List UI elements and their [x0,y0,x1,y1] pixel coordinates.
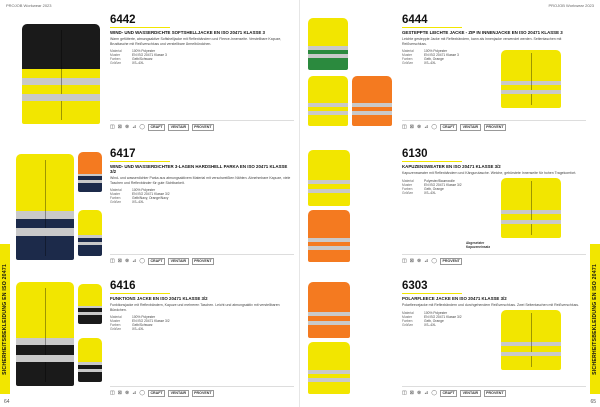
product-image-large [501,310,561,370]
ventair-badge: VENTAIR [168,124,189,131]
wash-40-icon: ◫ [402,258,407,264]
no-tumble-dry-icon: ⊗ [416,390,422,396]
no-tumble-dry-icon: ⊗ [416,258,422,264]
page-header: PROJOB Workwear 2023 [6,3,52,8]
product-code: 6417 [110,148,170,162]
product-image [14,148,104,268]
no-tumble-dry-icon: ⊗ [124,124,130,130]
care-bar [402,120,586,132]
craft-badge: CRAFT [440,390,457,397]
product-card-6416[interactable] [14,280,294,400]
wash-40-icon: ◫ [110,390,115,396]
product-title: GESTEPPTE LEICHTE JACKE - ZIP IN INNENJACKE EN ISO 20471 KLASSE 3 [402,30,563,35]
ventair-badge: VENTAIR [460,390,481,397]
product-title: WIND- UND WASSERDICHTER 3-LAGEN HARDSHELL PARKA EN ISO 20471 KLASSE 3/2 [110,164,288,175]
side-tab-label: SICHERHEITSBEKLEIDUNG EN ISO 20471 [592,263,598,375]
no-bleach-icon: ⊠ [409,124,414,130]
no-bleach-icon: ⊠ [117,124,122,130]
no-bleach-icon: ⊠ [117,258,122,264]
product-title: FUNKTIONS JACKE EN ISO 20471 KLASSE 3/2 [110,296,208,301]
product-card-6444[interactable] [306,14,586,134]
page-header: PROJOB Workwear 2023 [548,3,594,8]
provent-badge: PROVENT [484,390,506,397]
iron-low-icon: ⊿ [424,390,429,396]
product-image-large [501,178,561,238]
iron-low-icon: ⊿ [132,390,137,396]
product-image-large [501,50,561,108]
callout-note: Abgesetzter Kapuzeneinsatz [466,241,491,249]
craft-badge: CRAFT [148,258,165,265]
dry-clean-icon: ◯ [431,258,437,264]
dry-clean-icon: ◯ [431,390,437,396]
wash-40-icon: ◫ [402,390,407,396]
craft-badge: CRAFT [148,390,165,397]
care-bar [402,386,586,398]
provent-badge: PROVENT [192,390,214,397]
page-number: 65 [590,399,596,405]
product-code: 6130 [402,148,462,162]
wash-40-icon: ◫ [110,258,115,264]
product-code: 6442 [110,14,170,28]
craft-badge: CRAFT [440,124,457,131]
spec-table: Material 100% Polyester Muster EN ISO 20471 Klasse 3/2 Farben Gelb/Schwarz Größen XS–4XL [110,314,170,332]
product-description: Warm gefütterte, atmungsaktive Softshelljacke mit Reflexbändern und Fleece-Innenseite. Verstellbare Kapuze, Brusttasche mit Reißverschluss und verstellbare Ärmelbündchen. [110,37,282,46]
iron-low-icon: ⊿ [424,258,429,264]
provent-badge: PROVENT [440,258,462,265]
no-tumble-dry-icon: ⊗ [416,124,422,130]
product-description: Kapuzensweater mit Reflexbändern und Kängurutasche. Weiche, gebürstete Innenseite für hohen Tragekomfort. [402,171,577,176]
ventair-badge: VENTAIR [168,258,189,265]
product-code: 6303 [402,280,462,294]
no-bleach-icon: ⊠ [409,258,414,264]
product-code: 6444 [402,14,462,28]
care-bar [110,120,294,132]
right-page [300,0,600,407]
care-bar [402,254,586,266]
spec-table: Material Polyester/Baumwolle Muster EN ISO 20471 Klasse 3/2 Farben Gelb, Orange Größen XS–4XL [402,178,462,195]
side-tab [0,244,10,394]
spec-table: Material 100% Polyester Muster EN ISO 20471 Klasse 3/2 Farben Gelb/Navy, Orange/Navy Größen XS–4XL [110,188,170,205]
product-description: Polarfleecejacke mit Reflexbändern und durchgehendem Reißverschluss. Zwei Seitentaschen mit Reißverschluss. [402,303,580,308]
side-tab [590,244,600,394]
provent-badge: PROVENT [192,258,214,265]
no-tumble-dry-icon: ⊗ [124,258,130,264]
product-title: KAPUZENSWEATER EN ISO 20471 KLASSE 3/2 [402,164,501,169]
dry-clean-icon: ◯ [139,390,145,396]
product-description: Funktionsjacke mit Reflexbändern, Kapuze und mehreren Taschen. Leicht und atmungsaktiv mit verstellbaren Bündchen. [110,303,280,312]
no-bleach-icon: ⊠ [117,390,122,396]
spec-table: Material 100% Polyester Muster EN ISO 20471 Klasse 3 Farben Gelb, Orange Größen XS–4XL [402,48,459,66]
product-card-6130[interactable] [306,148,586,268]
no-tumble-dry-icon: ⊗ [124,390,130,396]
care-bar [110,254,294,266]
product-description: Wind- und wasserdichter Parka aus atmungsaktivem Material mit verschweißten Nähten. Abnehmbare Kapuze, viele Taschen und Reflexbänder für gute Sichtbarkeit. [110,176,291,185]
wash-40-icon: ◫ [110,124,115,130]
provent-badge: PROVENT [484,124,506,131]
ventair-badge: VENTAIR [460,124,481,131]
wash-40-icon: ◫ [402,124,407,130]
product-image [14,280,104,400]
product-code: 6416 [110,280,170,294]
ventair-badge: VENTAIR [168,390,189,397]
dry-clean-icon: ◯ [139,258,145,264]
product-description: Leichte gesteppte Jacke mit Reflexbändern, kann als Innenjacke verwendet werden. Seitentaschen mit Reißverschluss. [402,37,562,46]
provent-badge: PROVENT [192,124,214,131]
iron-low-icon: ⊿ [132,124,137,130]
iron-low-icon: ⊿ [132,258,137,264]
page-number: 64 [4,399,10,405]
product-card-6442[interactable] [14,14,294,134]
product-card-6303[interactable] [306,280,586,400]
dry-clean-icon: ◯ [139,124,145,130]
product-title: WIND- UND WASSERDICHTE SOFTSHELLJACKE EN ISO 20471 KLASSE 3 [110,30,265,35]
product-image [14,14,104,134]
no-bleach-icon: ⊠ [409,390,414,396]
iron-low-icon: ⊿ [424,124,429,130]
craft-badge: CRAFT [148,124,165,131]
product-card-6417[interactable] [14,148,294,268]
dry-clean-icon: ◯ [431,124,437,130]
product-image [306,14,396,134]
spec-table: Material 100% Polyester Muster EN ISO 20471 Klasse 3 Farben Gelb/Schwarz Größen XS–4XL [110,48,167,66]
side-tab-label: SICHERHEITSBEKLEIDUNG EN ISO 20471 [2,263,8,375]
product-image [306,148,396,268]
spec-table: Material 100% Polyester Muster EN ISO 20471 Klasse 3/2 Farben Gelb, Orange Größen XS–4XL [402,310,462,327]
care-bar [110,386,294,398]
product-title: POLARFLEECE JACKE EN ISO 20471 KLASSE 3/2 [402,296,507,301]
product-image [306,280,396,400]
